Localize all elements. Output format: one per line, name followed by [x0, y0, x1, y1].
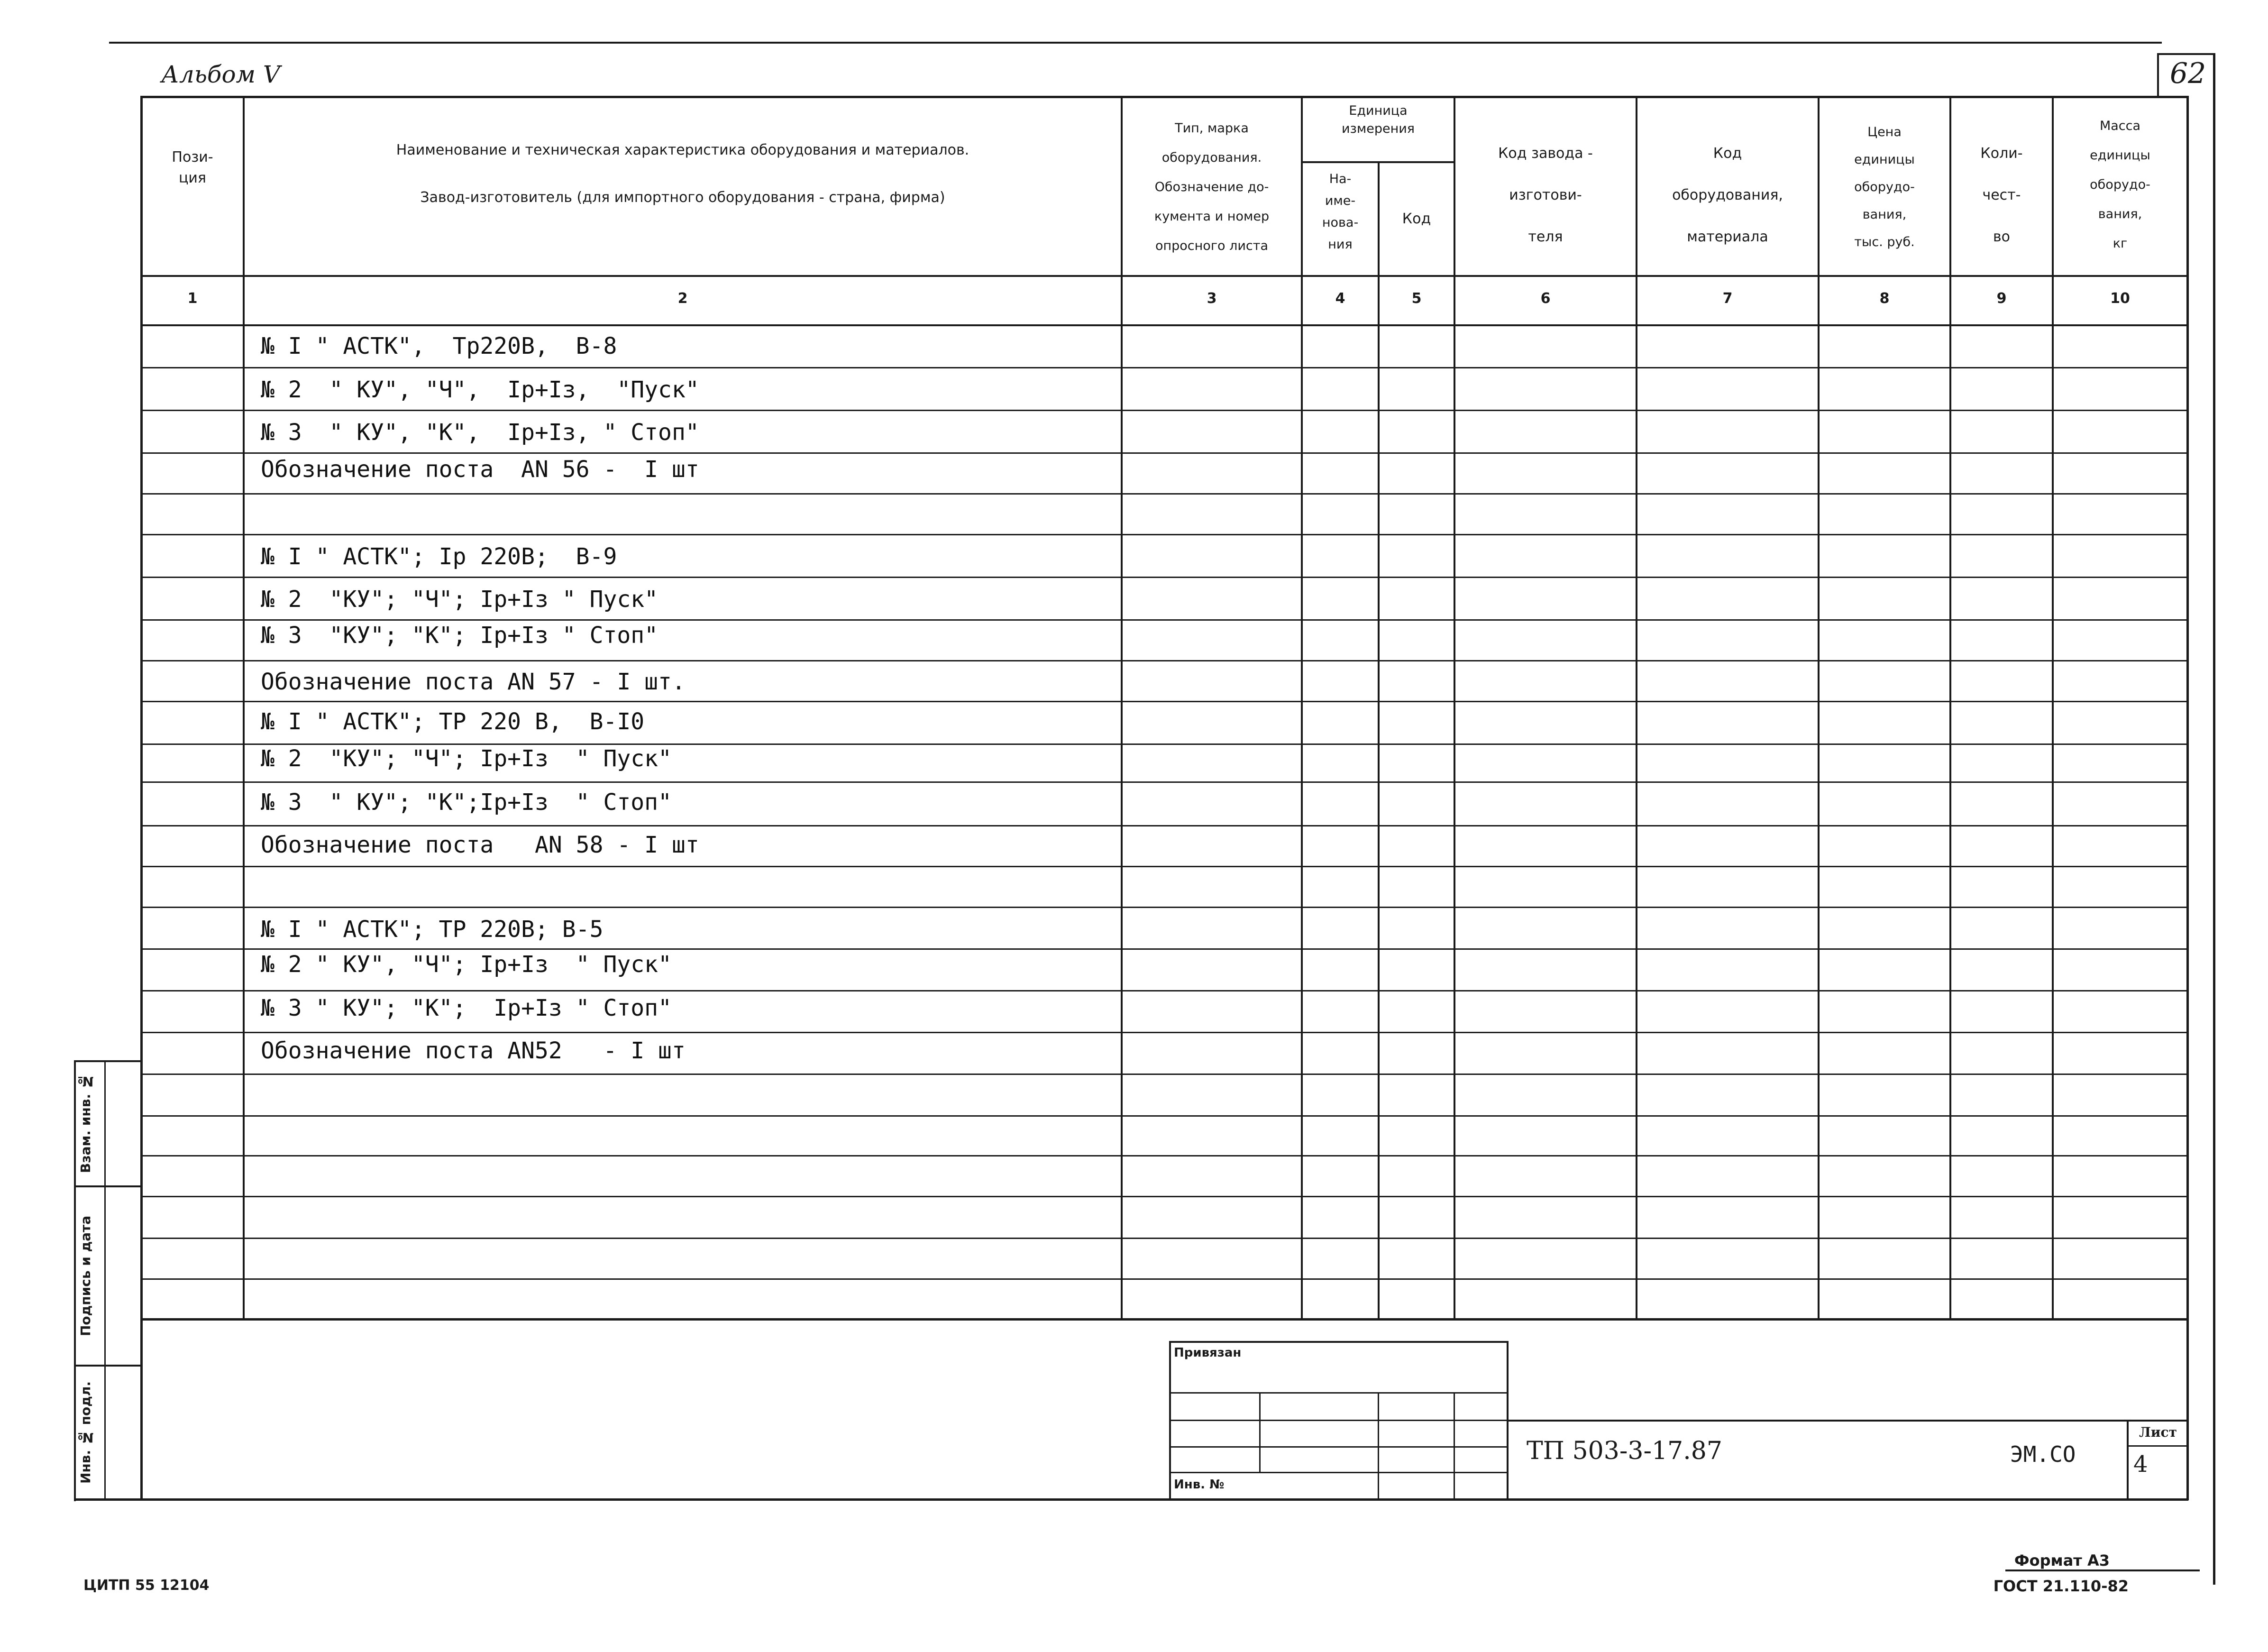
- side-label-inv-podl: Инв. № подл.: [78, 1381, 93, 1484]
- header-position: Пози- ция: [172, 149, 213, 186]
- table-row: № 3 " КУ"; "К";Iр+Iз " Стоп": [261, 789, 672, 816]
- album-label: Альбом V: [161, 61, 281, 88]
- table-row: № 3 " КУ", "К", Iр+Iз, " Стоп": [261, 419, 699, 446]
- table-row: Обозначение поста AN 58 - I шт: [261, 832, 699, 858]
- table-row: Обозначение поста AN 57 - I шт.: [261, 669, 686, 695]
- header-type: Тип, марка оборудования. Обозначение до- кумента и номер опросного листа: [1154, 121, 1270, 253]
- header-equipment-code: Код оборудования, материала: [1672, 145, 1783, 245]
- column-number: 8: [1879, 290, 1890, 307]
- header-name-line2: Завод-изготовитель (для импортного оборудования - страна, фирма): [420, 189, 945, 206]
- footer-gost: ГОСТ 21.110-82: [1993, 1577, 2129, 1595]
- page-number: 62: [2169, 57, 2206, 90]
- table-row: № 2 "КУ"; "Ч"; Iр+Iз " Пуск": [261, 745, 672, 772]
- column-number: 1: [187, 290, 198, 307]
- column-number: 3: [1207, 290, 1217, 307]
- column-number: 2: [677, 290, 688, 307]
- footer-left-code: ЦИТП 55 12104: [83, 1577, 210, 1594]
- column-number: 5: [1411, 290, 1422, 307]
- column-number: 6: [1540, 290, 1551, 307]
- table-row: № 2 " КУ", "Ч", Iр+Iз, "Пуск": [261, 376, 699, 403]
- column-number: 7: [1722, 290, 1733, 307]
- footer-format: Формат А3: [2014, 1551, 2110, 1569]
- sheet-label: Лист: [2139, 1424, 2177, 1440]
- header-unit-code: Код: [1402, 211, 1431, 227]
- table-row: № 3 "КУ"; "К"; Iр+Iз " Стоп": [261, 622, 658, 649]
- table-row: № I " АСТК", Тр220В, В-8: [261, 333, 617, 359]
- column-number: 9: [1996, 290, 2007, 307]
- header-price: Цена единицы оборудо- вания, тыс. руб.: [1854, 125, 1915, 249]
- table-row: № 3 " КУ"; "К"; Iр+Iз " Стоп": [261, 995, 672, 1021]
- table-row: Обозначение поста AN52 - I шт: [261, 1037, 686, 1064]
- table-row: № 2 " КУ", "Ч"; Iр+Iз " Пуск": [261, 951, 672, 978]
- header-mass: Масса единицы оборудо- вания, кг: [2090, 119, 2150, 251]
- document-code: ТП 503-3-17.87: [1527, 1437, 1722, 1465]
- table-row: № I " АСТК"; ТР 220В; В-5: [261, 916, 604, 943]
- table-row: Обозначение поста AN 56 - I шт: [261, 456, 699, 483]
- table-row: № 2 "КУ"; "Ч"; Iр+Iз " Пуск": [261, 586, 658, 613]
- header-name-line1: Наименование и техническая характеристика оборудования и материалов.: [396, 142, 969, 158]
- sheet-number: 4: [2133, 1451, 2148, 1478]
- header-factory-code: Код завода - изготови- теля: [1498, 145, 1593, 245]
- section-code: ЭМ.СО: [2010, 1441, 2076, 1467]
- header-unit-group: Единица измерения: [1341, 103, 1415, 136]
- side-label-vzam: Взам. инв. №: [78, 1074, 93, 1173]
- table-row: № I " АСТК"; ТР 220 В, В-I0: [261, 708, 645, 735]
- table-row: № I " АСТК"; Iр 220В; В-9: [261, 543, 617, 570]
- column-number: 10: [2110, 290, 2130, 307]
- header-unit-name: На- име- нова- ния: [1322, 172, 1359, 252]
- stamp-privyazan: Привязан: [1174, 1346, 1242, 1360]
- stamp-inv-no: Инв. №: [1174, 1478, 1225, 1492]
- column-number: 4: [1335, 290, 1345, 307]
- side-label-podpis: Подпись и дата: [78, 1215, 93, 1337]
- header-quantity: Коли- чест- во: [1980, 145, 2023, 245]
